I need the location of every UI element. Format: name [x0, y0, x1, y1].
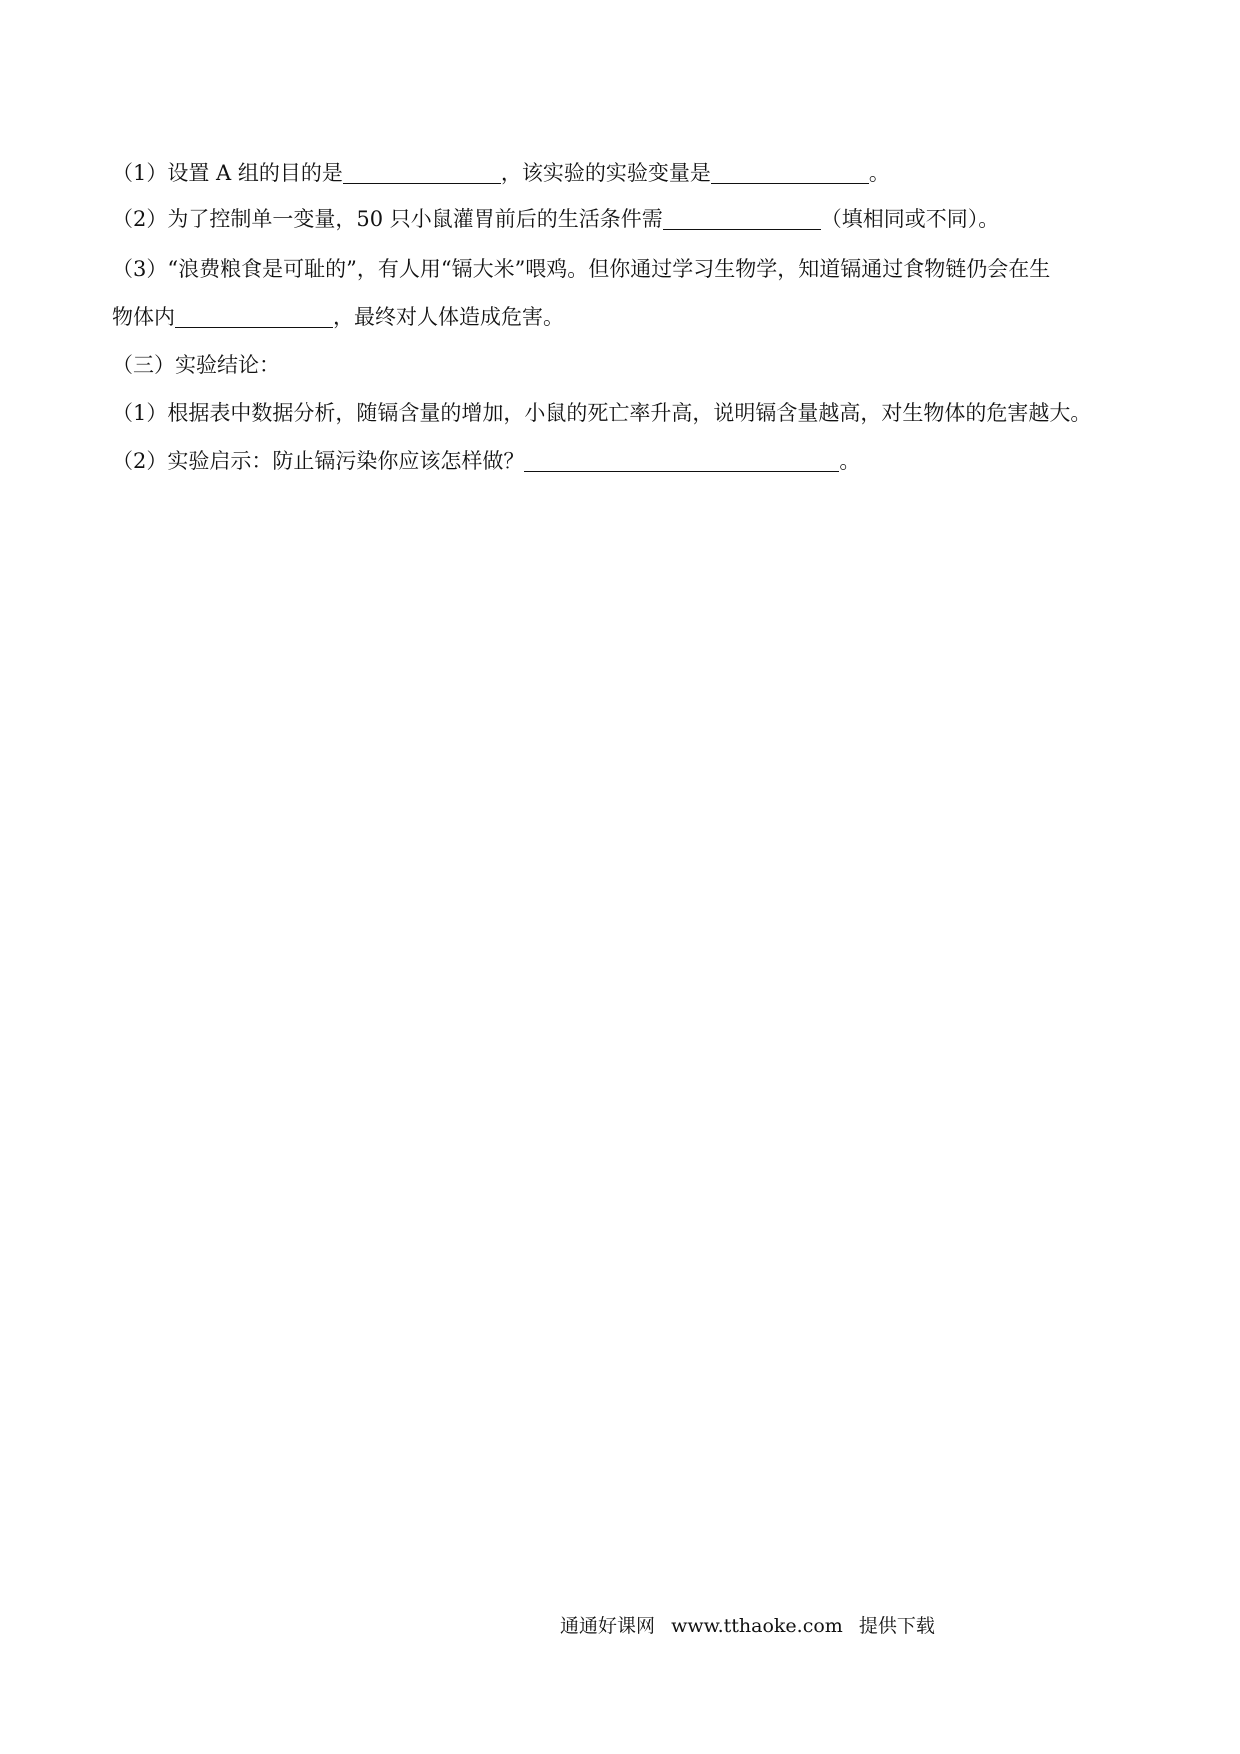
answer-blank-1[interactable]: [343, 161, 501, 184]
question-1: [112, 158, 1132, 188]
conclusion-2-text-b: 。: [839, 449, 861, 473]
footer-site-name: 通通好课网: [560, 1615, 656, 1637]
page-footer: [560, 1612, 945, 1640]
question-3-line-2: [112, 302, 1132, 332]
question-3-text-b: ，最终对人体造成危害。: [333, 305, 564, 329]
answer-blank-3[interactable]: [663, 207, 821, 230]
answer-blank-2[interactable]: [711, 161, 869, 184]
footer-url[interactable]: www.tthaoke.com: [671, 1615, 843, 1637]
answer-blank-4[interactable]: [175, 305, 333, 328]
conclusion-2: [112, 446, 1132, 476]
question-2: [112, 204, 1132, 234]
conclusion-2-text-a: （2）实验启示：防止镉污染你应该怎样做？: [112, 449, 525, 473]
question-1-text-b: ，该实验的实验变量是: [500, 161, 711, 185]
footer-suffix: 提供下载: [858, 1615, 935, 1637]
question-1-text-c: 。: [868, 161, 890, 185]
question-2-text-b: （填相同或不同）。: [820, 207, 1000, 231]
question-3-text-a: 物体内: [112, 305, 175, 329]
question-1-text-a: （1）设置 A 组的目的是: [112, 161, 343, 185]
answer-blank-5[interactable]: [524, 449, 839, 472]
conclusion-1: （1）根据表中数据分析，随镉含量的增加，小鼠的死亡率升高，说明镉含量越高，对生物体的危害越大。: [112, 401, 1092, 425]
question-3-line-1: （3）“浪费粮食是可耻的”，有人用“镉大米”喂鸡。但你通过学习生物学，知道镉通过食物链仍会在生: [112, 257, 1051, 281]
section-heading-conclusion: （三）实验结论：: [112, 353, 280, 377]
question-2-text-a: （2）为了控制单一变量，50 只小鼠灌胃前后的生活条件需: [112, 207, 663, 231]
